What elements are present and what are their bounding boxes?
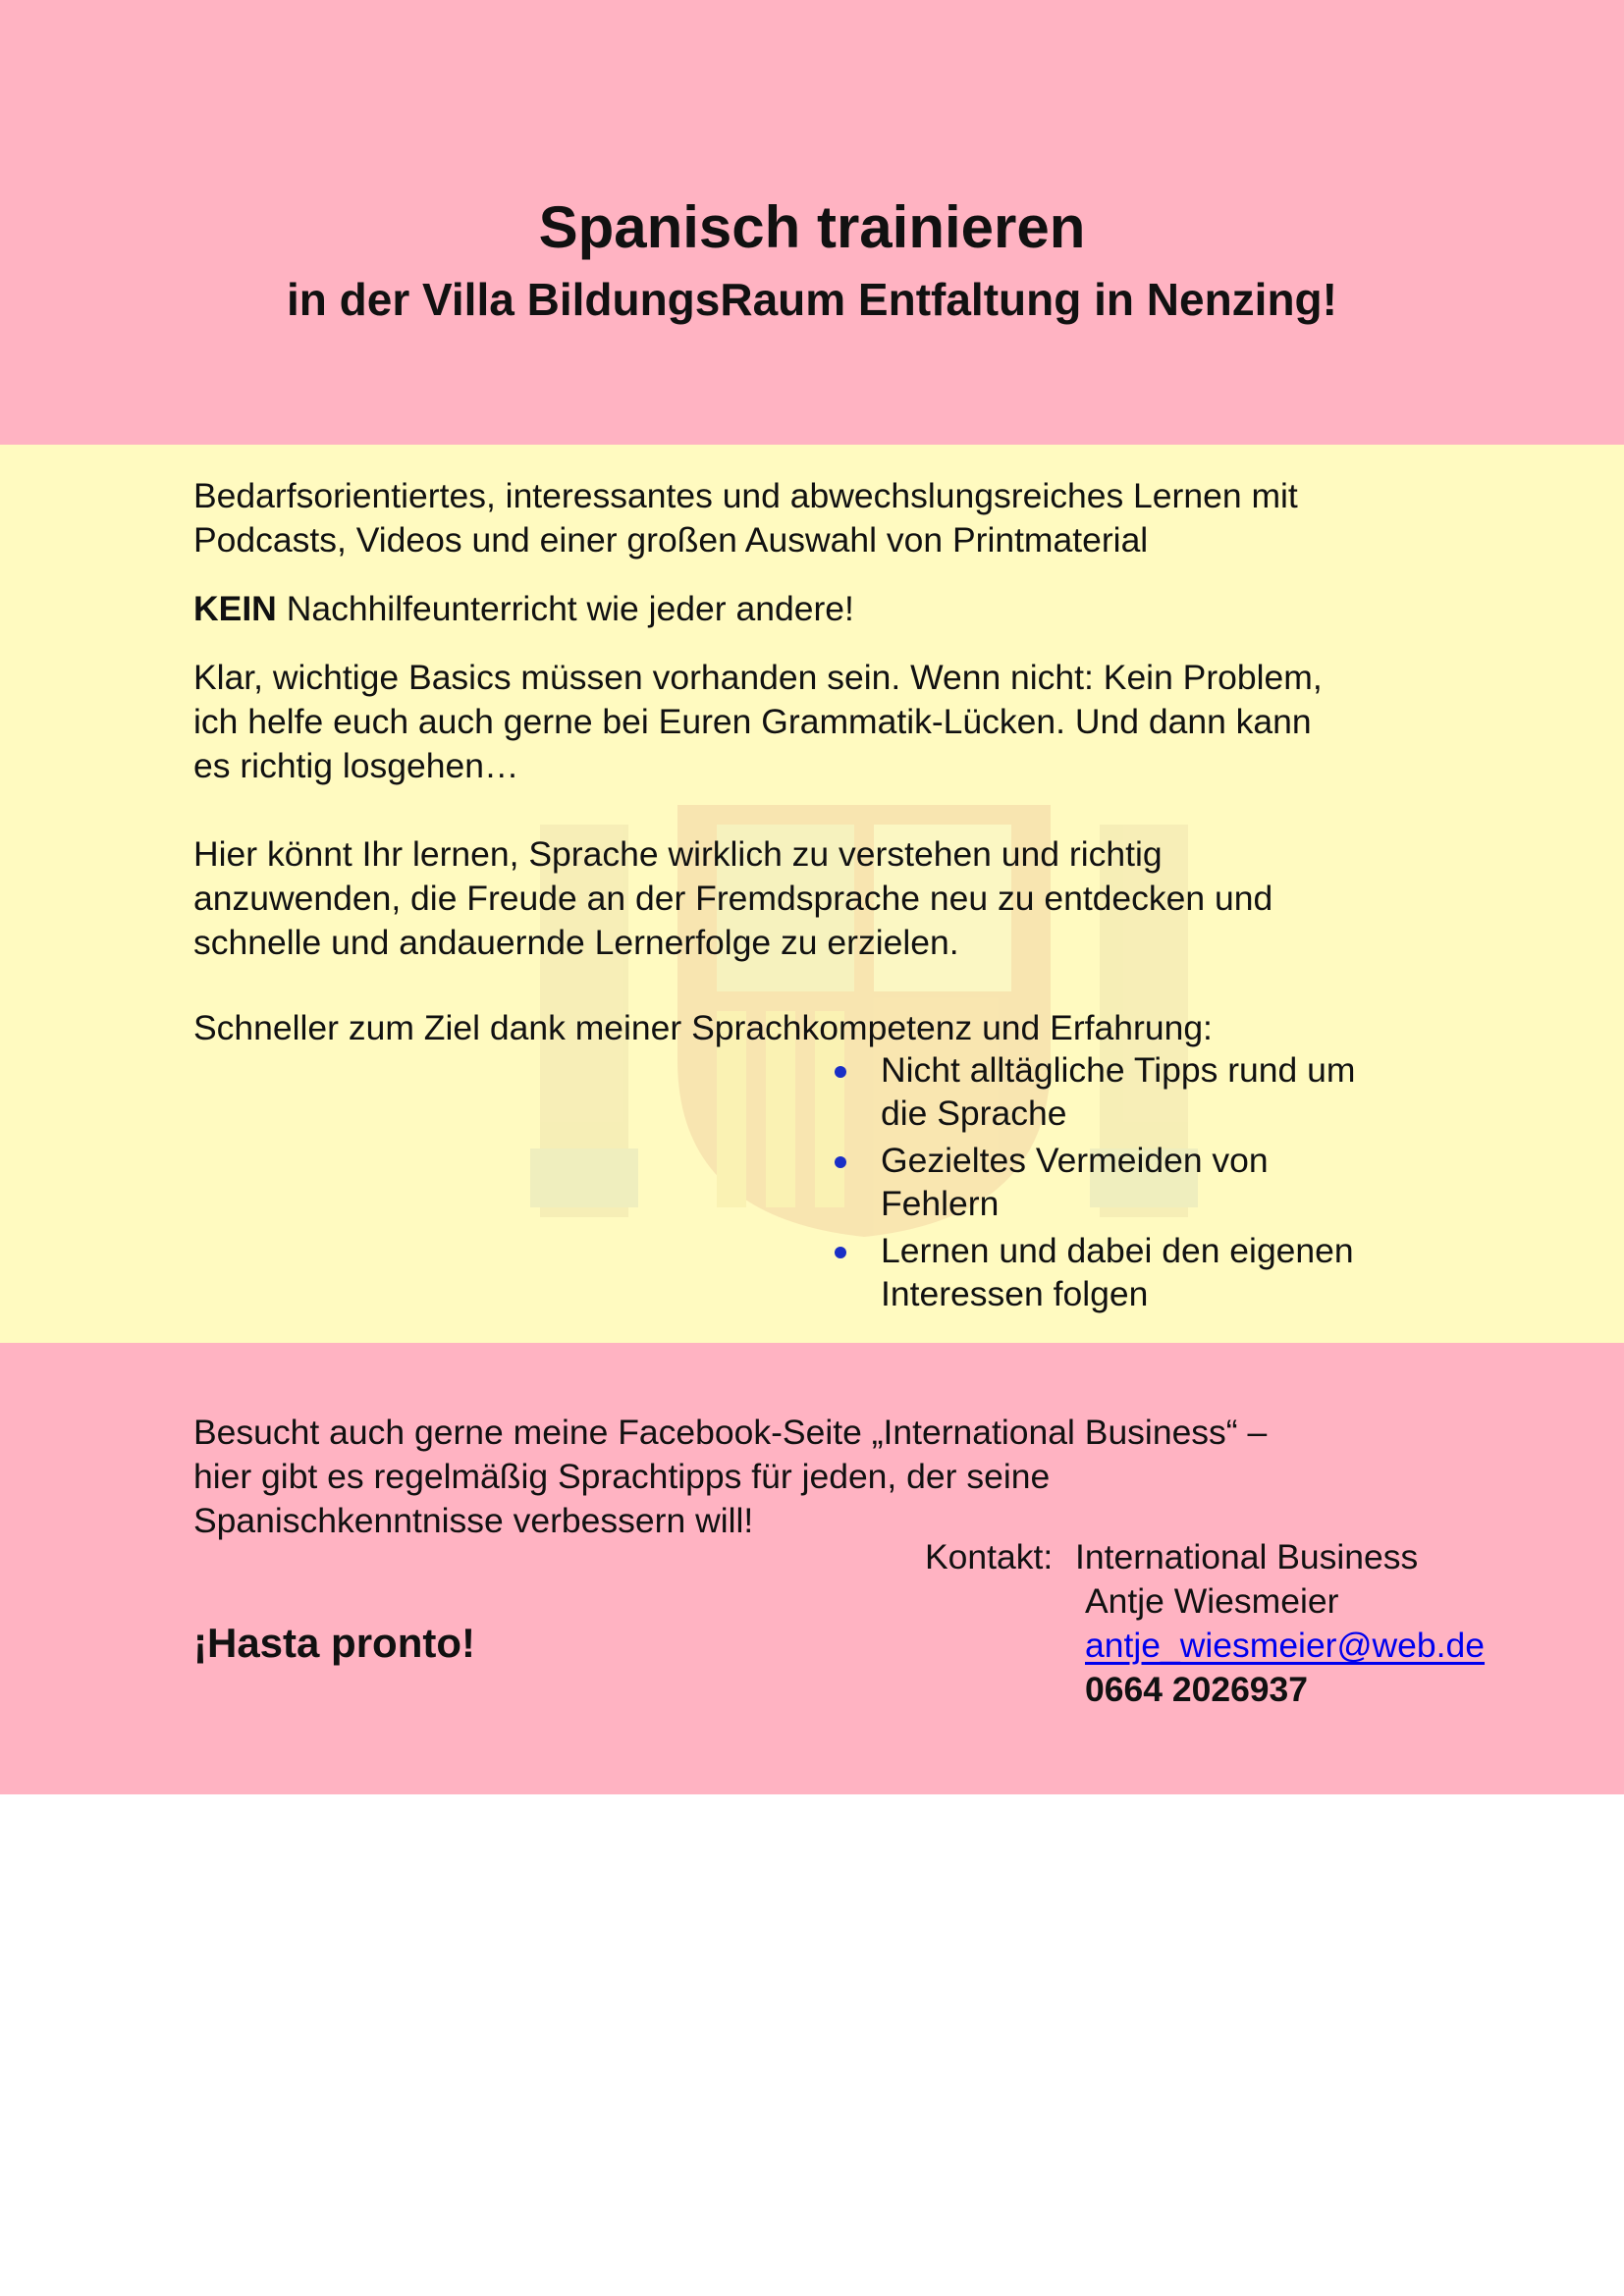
facebook-line: hier gibt es regelmäßig Sprachtipps für jeden, der seine [193, 1457, 1051, 1496]
page-title: Spanisch trainieren [538, 194, 1086, 260]
basics-line: Klar, wichtige Basics müssen vorhanden sein. Wenn nicht: Kein Problem, [193, 658, 1323, 697]
list-item-line: Lernen und dabei den eigenen [881, 1231, 1354, 1270]
kein-rest: Nachhilfeunterricht wie jeder andere! [276, 589, 854, 628]
intro-paragraph [193, 474, 1470, 562]
faster-line: Schneller zum Ziel dank meiner Sprachkompetenz und Erfahrung: [193, 1008, 1213, 1047]
bullet-dot-icon [835, 1066, 846, 1078]
closing-greeting: ¡Hasta pronto! [193, 1620, 475, 1666]
intro-line: Bedarfsorientiertes, interessantes und abwechslungsreiches Lernen mit [193, 476, 1298, 515]
list-item-line: die Sprache [881, 1094, 1067, 1133]
list-item [835, 1048, 1473, 1135]
learn-line: schnelle und andauernde Lernerfolge zu erzielen. [193, 923, 959, 962]
page-subtitle: in der Villa BildungsRaum Entfaltung in Nenzing! [287, 274, 1337, 325]
intro-line: Podcasts, Videos und einer großen Auswahl von Printmaterial [193, 520, 1149, 560]
header-title-block [0, 187, 1624, 330]
bullet-dot-icon [835, 1247, 846, 1258]
bullet-dot-icon [835, 1156, 846, 1168]
benefits-list [835, 1048, 1473, 1319]
learn-line: Hier könnt Ihr lernen, Sprache wirklich zu verstehen und richtig [193, 834, 1163, 874]
contact-company: International Business [1075, 1537, 1419, 1576]
facebook-line: Besucht auch gerne meine Facebook-Seite „International Business“ – [193, 1413, 1268, 1452]
contact-name: Antje Wiesmeier [1085, 1581, 1339, 1621]
contact-label: Kontakt: [925, 1537, 1054, 1576]
contact-email-link[interactable]: antje_wiesmeier@web.de [1085, 1626, 1486, 1665]
basics-line: ich helfe euch auch gerne bei Euren Grammatik-Lücken. Und dann kann [193, 702, 1312, 741]
list-item-line: Interessen folgen [881, 1274, 1149, 1313]
learn-paragraph [193, 832, 1470, 965]
kein-bold-word: KEIN [193, 589, 277, 628]
contact-phone: 0664 2026937 [1085, 1670, 1309, 1709]
list-item-line: Gezieltes Vermeiden von [881, 1141, 1269, 1180]
kein-paragraph [193, 587, 1470, 631]
facebook-paragraph [193, 1411, 1470, 1543]
list-item-line: Nicht alltägliche Tipps rund um [881, 1050, 1356, 1090]
faster-paragraph [193, 1006, 1470, 1050]
list-item-line: Fehlern [881, 1184, 1000, 1223]
list-item [835, 1229, 1473, 1315]
learn-line: anzuwenden, die Freude an der Fremdsprache neu zu entdecken und [193, 879, 1273, 918]
facebook-line: Spanischkenntnisse verbessern will! [193, 1501, 754, 1540]
basics-line: es richtig losgehen… [193, 746, 519, 785]
basics-paragraph [193, 656, 1470, 788]
list-item [835, 1139, 1473, 1225]
